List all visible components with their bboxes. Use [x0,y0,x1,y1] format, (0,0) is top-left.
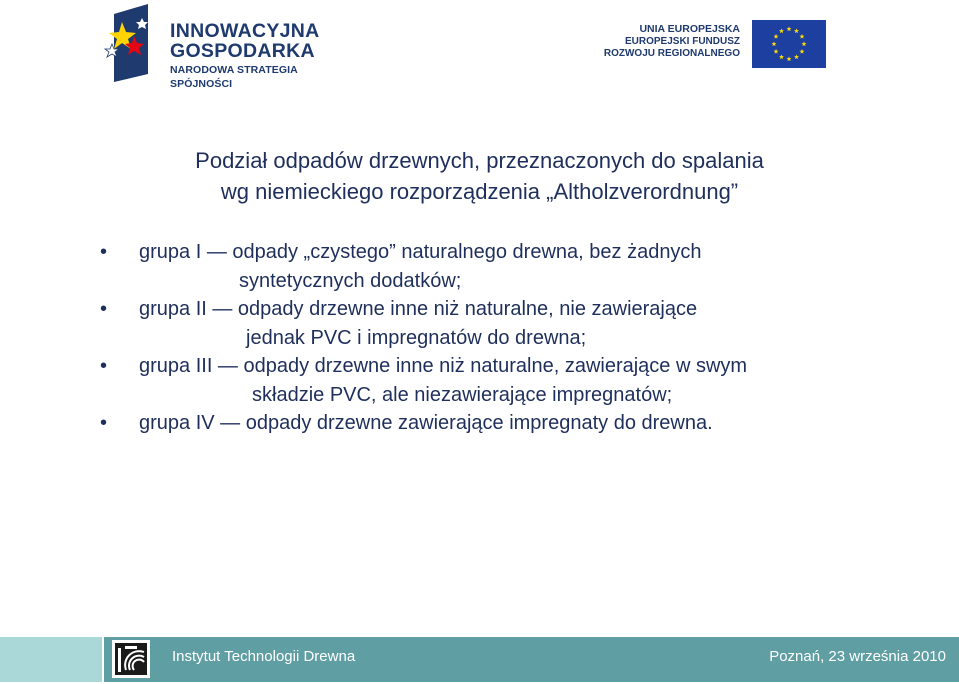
list-item-continuation: syntetycznych dodatków; [239,269,462,292]
list-item-group-1 [100,238,920,295]
footer-date: Poznań, 23 września 2010 [769,648,946,665]
list-item-text: grupa III — odpady drzewne inne niż naturalne, zawierające w swym [139,355,748,377]
list-item-group-4 [100,409,920,438]
slide-title-line1: Podział odpadów drzewnych, przeznaczonych do spalania [195,148,764,173]
waste-groups-list [100,238,920,438]
list-item-text: grupa II — odpady drzewne inne niż naturalne, nie zawierające [139,298,698,320]
logo-right-line2: EUROPEJSKI FUNDUSZ [624,36,740,47]
logo-left-line2: GOSPODARKA [170,40,315,62]
logo-right-line3: ROZWOJU REGIONALNEGO [603,48,740,59]
list-item-continuation: jednak PVC i impregnatów do drewna; [246,326,587,349]
eu-logo [600,20,826,68]
list-item-group-2 [100,295,920,352]
institute-emblem-icon [112,640,150,678]
eu-flag-icon [752,20,826,68]
list-item-continuation: składzie PVC, ale niezawierające impregnatów; [252,383,673,406]
slide-title-line2: wg niemieckiego rozporządzenia „Altholzverordnung” [220,179,739,204]
list-item-group-3 [100,352,920,409]
footer-left-block [0,637,102,682]
footer-institute-name: Instytut Technologii Drewna [172,648,356,665]
innowacyjna-gospodarka-logo [104,4,354,90]
list-item-text: grupa I — odpady „czystego” naturalnego drewna, bez żadnych [139,241,702,263]
logo-right-line1: UNIA EUROPEJSKA [639,23,740,35]
innowacyjna-gospodarka-emblem-icon [104,4,158,82]
slide-title [0,145,959,207]
list-item-text: grupa IV — odpady drzewne zawierające impregnaty do drewna. [139,412,713,434]
logo-left-line3: NARODOWA STRATEGIA SPÓJNOŚCI [170,64,298,90]
logo-left-line1: INNOWACYJNA [170,20,320,42]
footer-bar [0,637,959,682]
